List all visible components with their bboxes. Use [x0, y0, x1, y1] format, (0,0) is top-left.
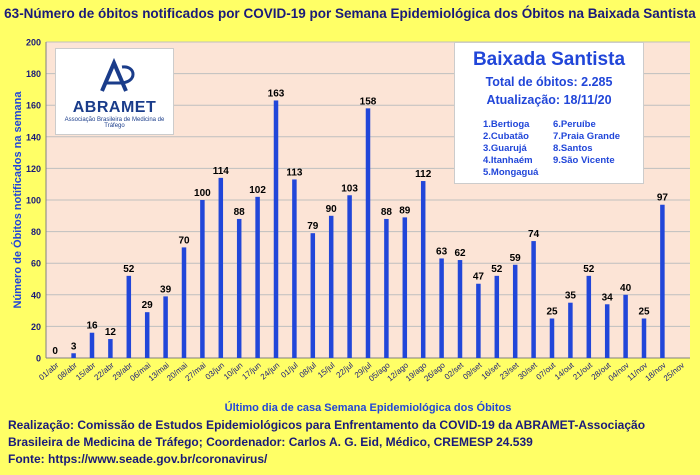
y-tick-label: 180: [25, 69, 41, 80]
data-label: 62: [454, 248, 466, 260]
x-tick-label: 02/set: [442, 360, 466, 382]
bar: [329, 216, 334, 358]
y-tick-label: 200: [25, 37, 41, 48]
x-tick-label: 25/nov: [661, 360, 687, 383]
total-deaths: Total de óbitos: 2.285: [485, 75, 613, 89]
x-tick-label: 08/abr: [55, 360, 79, 383]
city-item: 7.Praia Grande: [553, 131, 621, 142]
data-label: 102: [249, 184, 266, 196]
x-tick-label: 03/jun: [203, 360, 227, 382]
data-label: 34: [601, 292, 613, 304]
bar: [90, 333, 95, 358]
logo-subtitle: Associação Brasileira de Medicina de Tráfego: [64, 117, 165, 129]
data-label: 90: [325, 203, 337, 215]
x-tick-label: 07/out: [534, 360, 558, 382]
y-tick-label: 100: [25, 195, 41, 206]
x-tick-label: 29/abr: [110, 360, 135, 383]
y-tick-label: 120: [25, 163, 41, 174]
data-label: 114: [212, 165, 229, 177]
bar: [642, 319, 647, 359]
x-tick-label: 24/jun: [258, 360, 282, 382]
x-tick-label: 23/set: [498, 360, 521, 382]
data-label: 25: [546, 306, 558, 318]
info-box: [454, 42, 644, 184]
bar: [347, 195, 352, 358]
bar: [587, 276, 592, 358]
x-tick-label: 29/jul: [352, 360, 374, 380]
city-item: 6.Peruíbe: [553, 119, 596, 130]
data-label: 52: [583, 263, 595, 275]
data-label: 39: [160, 284, 172, 296]
x-tick-label: 15/jul: [316, 360, 337, 380]
y-tick-label: 40: [30, 290, 41, 301]
bar: [421, 181, 426, 358]
bar: [182, 247, 187, 358]
bar: [366, 108, 371, 358]
x-tick-label: 18/nov: [643, 360, 668, 383]
x-tick-label: 20/mai: [165, 360, 190, 383]
update-date: Atualização: 18/11/20: [486, 93, 612, 107]
logo-name: ABRAMET: [72, 99, 157, 116]
data-label: 52: [123, 263, 135, 275]
data-label: 52: [491, 263, 503, 275]
city-item: 2.Cubatão: [483, 131, 529, 142]
data-label: 3: [70, 341, 77, 353]
x-tick-label: 01/abr: [37, 360, 61, 383]
data-label: 88: [233, 206, 245, 218]
bar: [513, 265, 518, 358]
y-tick-label: 0: [35, 353, 41, 364]
bar: [311, 233, 316, 358]
data-label: 88: [380, 206, 392, 218]
bar: [71, 353, 76, 358]
data-label: 47: [472, 271, 484, 283]
bar: [568, 303, 573, 358]
data-label: 35: [564, 290, 576, 302]
data-label: 70: [178, 235, 190, 247]
y-tick-label: 140: [25, 132, 41, 143]
chart-title: 63-Número de óbitos notificados por COVID-19 por Semana Epidemiológica dos Óbitos na Baixada Santista: [4, 6, 696, 21]
data-label: 29: [141, 300, 153, 312]
x-tick-label: 06/mai: [128, 360, 153, 383]
data-label: 163: [267, 88, 285, 100]
bar: [495, 276, 500, 358]
data-label: 112: [415, 169, 432, 181]
bar: [145, 312, 150, 358]
y-tick-label: 20: [30, 321, 41, 332]
x-tick-label: 12/ago: [385, 360, 411, 384]
data-label: 74: [528, 229, 540, 241]
x-tick-label: 11/nov: [625, 360, 650, 383]
footer-credits-line1: Realização: Comissão de Estudos Epidemiológicos para Enfrentamento da COVID-19 da ABRAMET-Associação: [8, 418, 646, 432]
data-label: 158: [359, 96, 377, 108]
bar: [476, 284, 481, 358]
data-label: 63: [436, 246, 448, 258]
bar: [200, 200, 205, 358]
bar: [605, 304, 610, 358]
x-tick-label: 17/jun: [240, 360, 263, 382]
footer-source: Fonte: https://www.seade.gov.br/coronavirus/: [8, 452, 268, 466]
bar: [163, 296, 168, 358]
data-label: 59: [509, 252, 521, 264]
x-axis-title: Último dia de casa Semana Epidemiológica dos Óbitos: [224, 402, 512, 414]
bar: [531, 241, 536, 358]
city-item: 5.Mongaguá: [483, 167, 539, 178]
x-tick-label: 28/out: [589, 360, 613, 382]
y-tick-label: 160: [25, 100, 41, 111]
bar: [550, 319, 555, 359]
data-label: 113: [286, 167, 303, 179]
x-tick-label: 21/out: [571, 360, 595, 382]
bar: [219, 178, 224, 358]
data-label: 16: [86, 320, 98, 332]
data-label: 103: [341, 183, 358, 195]
data-label: 40: [620, 282, 632, 294]
city-item: 4.Itanhaém: [483, 155, 533, 166]
bar: [274, 100, 279, 358]
city-item: 1.Bertioga: [483, 119, 530, 130]
data-label: 79: [307, 221, 319, 233]
bar: [384, 219, 389, 358]
x-tick-label: 19/ago: [403, 360, 429, 384]
x-tick-label: 05/ago: [367, 360, 392, 384]
x-tick-label: 14/out: [552, 360, 576, 382]
bar: [108, 339, 113, 358]
bar: [237, 219, 242, 358]
bar: [403, 217, 408, 358]
abramet-logo-icon: [56, 49, 173, 99]
bar: [439, 258, 444, 358]
city-item: 8.Santos: [553, 143, 593, 154]
bar: [660, 205, 665, 358]
x-tick-label: 01/jul: [279, 360, 300, 380]
data-label: 97: [656, 192, 668, 204]
bar: [458, 260, 463, 358]
bar: [255, 197, 260, 358]
x-tick-label: 08/jul: [297, 360, 319, 380]
x-tick-label: 26/ago: [422, 360, 447, 384]
x-tick-label: 27/mai: [183, 360, 208, 383]
data-label: 25: [638, 306, 650, 318]
x-tick-label: 04/nov: [606, 360, 631, 383]
x-tick-label: 09/set: [461, 360, 484, 382]
data-label: 12: [104, 327, 116, 339]
x-tick-label: 15/abr: [74, 360, 98, 383]
x-tick-label: 13/mai: [146, 360, 171, 383]
abramet-logo: [55, 48, 174, 135]
bar: [292, 179, 297, 358]
x-tick-label: 22/abr: [92, 360, 116, 383]
x-tick-label: 10/jun: [222, 360, 245, 382]
bar: [127, 276, 132, 358]
city-item: 9.São Vicente: [553, 155, 615, 166]
x-tick-label: 30/set: [516, 360, 539, 382]
y-tick-label: 80: [30, 227, 41, 238]
x-tick-label: 16/set: [479, 360, 503, 382]
x-tick-label: 22/jul: [334, 360, 355, 380]
city-item: 3.Guarujá: [483, 143, 527, 154]
bar: [623, 295, 628, 358]
y-tick-label: 60: [30, 258, 41, 269]
info-title: Baixada Santista: [472, 49, 626, 70]
y-axis-title: Número de Óbitos notificados na semana: [12, 91, 24, 309]
data-label: 89: [399, 205, 411, 217]
footer-credits-line2: Brasileira de Medicina de Tráfego; Coordenador: Carlos A. G. Eid, Médico, CREMESP 24.539: [8, 435, 533, 449]
data-label: 0: [52, 346, 58, 357]
data-label: 100: [194, 188, 211, 199]
